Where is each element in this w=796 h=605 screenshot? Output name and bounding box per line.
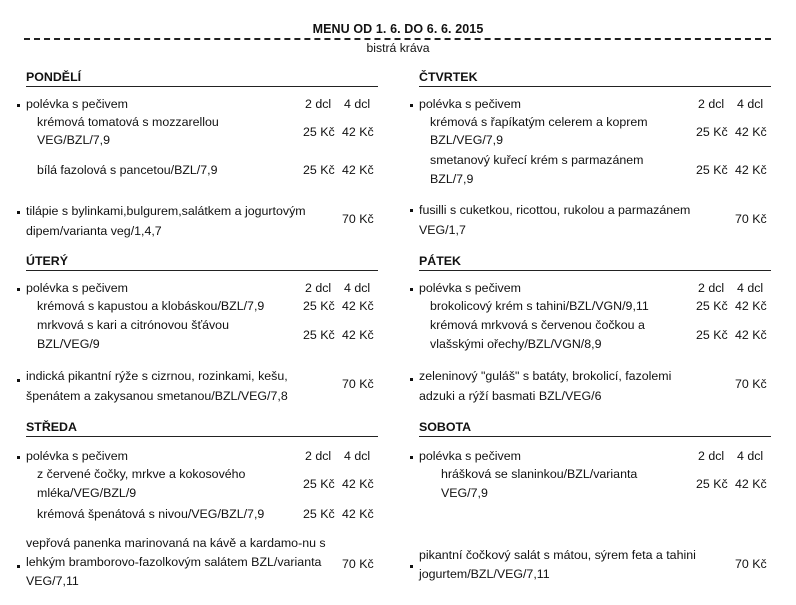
price-large: 42 Kč xyxy=(735,299,767,313)
price-large: 42 Kč xyxy=(735,163,767,177)
bullet-icon xyxy=(410,209,413,212)
bullet-icon xyxy=(17,104,20,107)
price-large: 42 Kč xyxy=(342,477,374,491)
price-small: 25 Kč xyxy=(696,299,728,313)
main-dish: zeleninový "guláš" s batáty, brokolicí, fazolemi adzuki a rýží basmati BZL/VEG/6 xyxy=(419,369,672,403)
size-large-label: 4 dcl xyxy=(737,449,764,463)
soup-item: krémová s řapíkatým celerem a koprem BZL/VEG/7,9 xyxy=(430,115,648,147)
size-large-label: 4 dcl xyxy=(344,281,371,295)
soup-item: brokolicový krém s tahini/BZL/VGN/9,11 xyxy=(430,299,649,313)
size-small-label: 2 dcl xyxy=(305,449,332,463)
price-small: 25 Kč xyxy=(303,163,335,177)
soup-label: polévka s pečivem xyxy=(26,97,128,111)
soup-item: krémová mrkvová s červenou čočkou a vlašskými ořechy/BZL/VGN/8,9 xyxy=(430,318,645,351)
price-small: 25 Kč xyxy=(303,328,335,342)
size-small-label: 2 dcl xyxy=(698,449,725,463)
soup-item: smetanový kuřecí krém s parmazánem BZL/7,9 xyxy=(430,153,644,186)
size-large-label: 4 dcl xyxy=(737,97,764,111)
main-price: 70 Kč xyxy=(342,377,374,391)
menu-title: MENU OD 1. 6. DO 6. 6. 2015 xyxy=(312,22,484,36)
dashed-divider xyxy=(24,38,771,40)
price-large: 42 Kč xyxy=(735,328,767,342)
soup-label: polévka s pečivem xyxy=(419,449,521,463)
price-small: 25 Kč xyxy=(303,477,335,491)
bullet-icon xyxy=(410,288,413,291)
price-large: 42 Kč xyxy=(342,163,374,177)
main-dish: vepřová panenka marinovaná na kávě a kardamo-nu s lehkým bramborovo-fazolkovým salátem BZL/varianta VEG/7,11 xyxy=(26,536,326,588)
price-small: 25 Kč xyxy=(303,125,335,139)
bullet-icon xyxy=(17,379,20,382)
main-price: 70 Kč xyxy=(735,557,767,571)
day-heading-patek: PÁTEK xyxy=(419,254,771,271)
day-heading-uteri: ÚTERÝ xyxy=(26,254,378,271)
main-price: 70 Kč xyxy=(735,212,767,226)
bullet-icon xyxy=(17,288,20,291)
bullet-icon xyxy=(410,456,413,459)
size-large-label: 4 dcl xyxy=(737,281,764,295)
soup-item: mrkvová s kari a citrónovou šťávou BZL/VEG/9 xyxy=(37,318,229,351)
soup-item: krémová špenátová s nivou/VEG/BZL/7,9 xyxy=(37,507,265,521)
bullet-icon xyxy=(410,378,413,381)
soup-item: z červené čočky, mrkve a kokosového mléka/VEG/BZL/9 xyxy=(37,467,246,500)
price-large: 42 Kč xyxy=(342,507,374,521)
soup-label: polévka s pečivem xyxy=(26,449,128,463)
size-small-label: 2 dcl xyxy=(698,281,725,295)
size-large-label: 4 dcl xyxy=(344,97,371,111)
bullet-icon xyxy=(410,104,413,107)
price-small: 25 Kč xyxy=(303,507,335,521)
price-large: 42 Kč xyxy=(735,477,767,491)
day-heading-pondeli: PONDĚLÍ xyxy=(26,70,378,87)
main-dish: pikantní čočkový salát s mátou, sýrem feta a tahini jogurtem/BZL/VEG/7,11 xyxy=(419,548,696,581)
price-small: 25 Kč xyxy=(696,125,728,139)
soup-item: bílá fazolová s pancetou/BZL/7,9 xyxy=(37,163,218,177)
soup-label: polévka s pečivem xyxy=(26,281,128,295)
main-dish: fusilli s cuketkou, ricottou, rukolou a parmazánem VEG/1,7 xyxy=(419,203,691,237)
price-large: 42 Kč xyxy=(342,328,374,342)
restaurant-name: bistrá kráva xyxy=(366,41,430,55)
day-heading-sobota: SOBOTA xyxy=(419,420,771,437)
soup-item: krémová tomatová s mozzarellou VEG/BZL/7,9 xyxy=(37,115,219,147)
bullet-icon xyxy=(410,565,413,568)
main-price: 70 Kč xyxy=(342,557,374,571)
main-price: 70 Kč xyxy=(735,377,767,391)
main-dish: indická pikantní rýže s cizrnou, rozinkami, kešu, špenátem a zakysanou smetanou/BZL/VEG/7,8 xyxy=(26,369,288,403)
soup-item: krémová s kapustou a klobáskou/BZL/7,9 xyxy=(37,299,265,313)
day-heading-streda: STŘEDA xyxy=(26,420,378,437)
size-small-label: 2 dcl xyxy=(698,97,725,111)
price-large: 42 Kč xyxy=(342,125,374,139)
bullet-icon xyxy=(17,565,20,568)
soup-label: polévka s pečivem xyxy=(419,281,521,295)
bullet-icon xyxy=(17,456,20,459)
price-small: 25 Kč xyxy=(303,299,335,313)
price-small: 25 Kč xyxy=(696,328,728,342)
size-large-label: 4 dcl xyxy=(344,449,371,463)
main-dish: tilápie s bylinkami,bulgurem,salátkem a jogurtovým dipem/varianta veg/1,4,7 xyxy=(26,204,306,238)
soup-item: hrášková se slaninkou/BZL/varianta VEG/7,9 xyxy=(441,467,638,500)
price-small: 25 Kč xyxy=(696,477,728,491)
price-large: 42 Kč xyxy=(342,299,374,313)
price-large: 42 Kč xyxy=(735,125,767,139)
main-price: 70 Kč xyxy=(342,212,374,226)
size-small-label: 2 dcl xyxy=(305,97,332,111)
day-heading-ctvrtek: ČTVRTEK xyxy=(419,70,771,87)
size-small-label: 2 dcl xyxy=(305,281,332,295)
price-small: 25 Kč xyxy=(696,163,728,177)
bullet-icon xyxy=(17,211,20,214)
soup-label: polévka s pečivem xyxy=(419,97,521,111)
